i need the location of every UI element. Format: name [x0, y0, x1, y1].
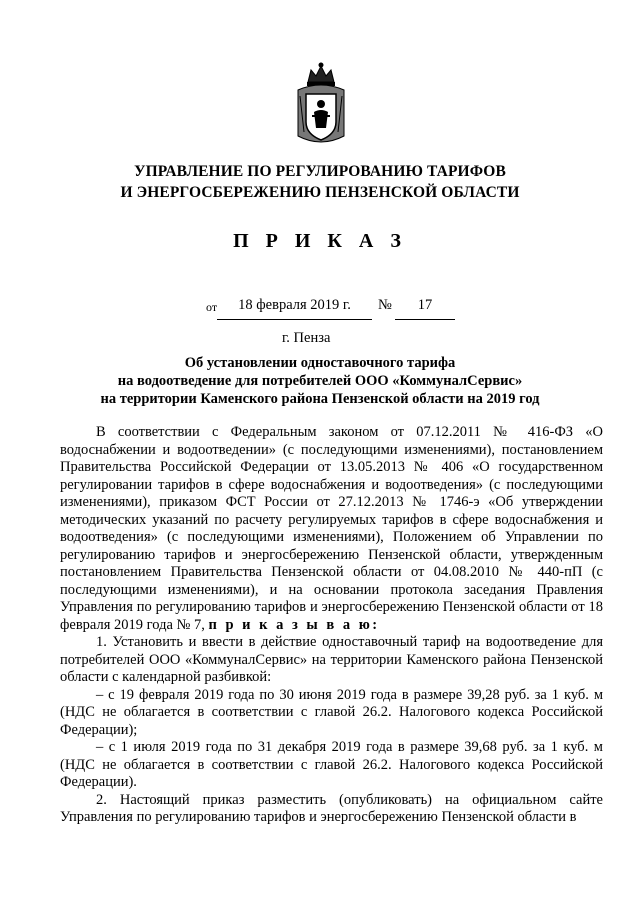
document-body [60, 424, 603, 827]
order-word: п р и к а з ы в а ю: [208, 616, 380, 633]
document-number: 17 [395, 297, 455, 320]
preamble-paragraph [60, 424, 603, 634]
coat-of-arms-icon [294, 62, 348, 148]
document-subject [0, 354, 640, 408]
org-name-line1: УПРАВЛЕНИЕ ПО РЕГУЛИРОВАНИЮ ТАРИФОВ [134, 163, 506, 180]
subject-line3: на территории Каменского района Пензенской области на 2019 год [100, 391, 540, 407]
subject-line2: на водоотведение для потребителей ООО «КоммуналСервис» [117, 373, 523, 389]
subject-line1: Об установлении одноставочного тарифа [184, 355, 456, 371]
item-1-dash-1: – с 19 февраля 2019 года по 30 июня 2019 года в размере 39,28 руб. за 1 куб. м (НДС не облагается в соответствии с главой 26.2. Налогового кодекса Российской Федерации); [60, 686, 603, 738]
item-2: 2. Настоящий приказ разместить (опубликовать) на официальном сайте Управления по регулированию тарифов и энергосбережению Пензенской области в [60, 791, 603, 825]
item-1: 1. Установить и ввести в действие одноставочный тариф на водоотведение для потребителей ООО «КоммуналСервис» на территории Каменского района Пензенской области с календарной разбивкой: [60, 634, 603, 685]
item-1-dash-2: – с 1 июля 2019 года по 31 декабря 2019 года в размере 39,68 руб. за 1 куб. м (НДС не облагается в соответствии с главой 26.2. Налогового кодекса Российской Федерации). [60, 739, 603, 790]
document-title: П Р И К А З [233, 230, 407, 252]
document-date: 18 февраля 2019 г. [217, 297, 372, 320]
org-name-line2: И ЭНЕРГОСБЕРЕЖЕНИЮ ПЕНЗЕНСКОЙ ОБЛАСТИ [120, 184, 520, 201]
number-label: № [378, 297, 392, 313]
preamble-text: В соответствии с Федеральным законом от 07.12.2011 № 416-ФЗ «О водоснабжении и водоотведении» (с последующими изменениями), постановлением Правительства Российской Федерации от 13.05.2013 № 406 «О государственном регулировании тарифов в сфере водоснабжения и водоотведения» (с последующими изменениями), приказом ФСТ России от 27.12.2013 № 1746-э «Об утверждении методических указаний по расчету регулируемых тарифов в сфере водоснабжения и водоотведения» (с последующими изменениями), Положением об Управлении по регулированию тарифов и энергосбережению Пензенской области, утвержденным постановлением Правительства Пензенской области от 04.08.2010 № 440-пП (с последующими изменениями), и на основании протокола заседания Правления Управления по регулированию тарифов и энергосбережению Пензенской области от 18 февраля 2019 года № 7, [60, 424, 603, 633]
date-from-label: от [206, 300, 218, 314]
city: г. Пенза [282, 330, 331, 346]
